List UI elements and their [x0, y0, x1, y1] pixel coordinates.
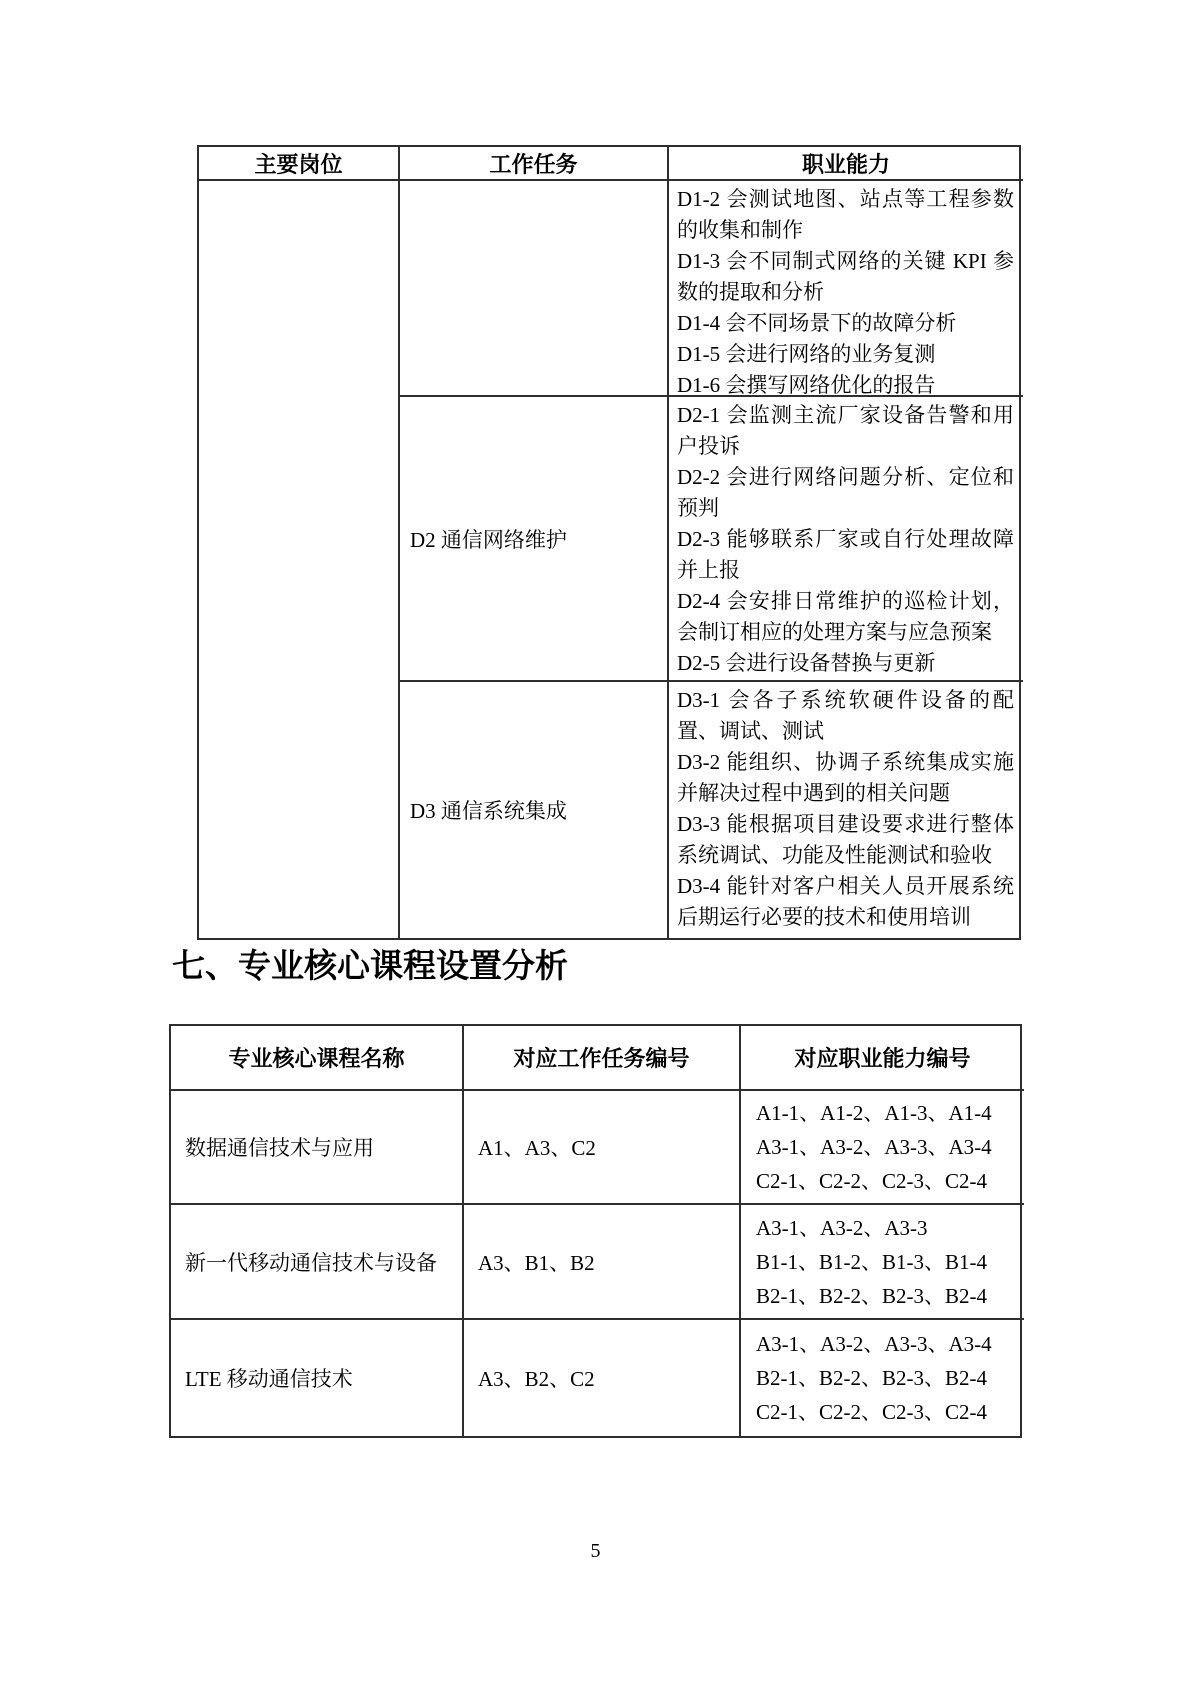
text-line: D2-1 会监测主流厂家设备告警和用户投诉: [677, 403, 1014, 458]
table1-position-merged-cell: [199, 179, 398, 938]
text-line: D1-2 会测试地图、站点等工程参数的收集和制作: [677, 187, 1014, 242]
table2-course-cell-2: 新一代移动通信技术与设备: [171, 1203, 462, 1318]
table2-taskcodes-cell-3: A3、B2、C2: [462, 1318, 739, 1436]
table1-abilities-cell-d1: [667, 179, 1023, 395]
text-line: D2-2 会进行网络问题分析、定位和预判: [677, 465, 1014, 520]
text-line: D1-4 会不同场景下的故障分析: [677, 311, 957, 335]
text-line: D2-5 会进行设备替换与更新: [677, 651, 936, 675]
text-line: D1-3 会不同制式网络的关键 KPI 参数的提取和分析: [677, 249, 1014, 304]
table2-course-cell-1: 数据通信技术与应用: [171, 1089, 462, 1203]
table2-abilitycodes-cell-2: [739, 1203, 1024, 1318]
table1-header-ability: 职业能力: [667, 147, 1023, 179]
table1-task-cell-d3: D3 通信系统集成: [398, 680, 667, 938]
text-line: D1-5 会进行网络的业务复测: [677, 342, 936, 366]
text-line: D3-2 能组织、协调子系统集成实施并解决过程中遇到的相关问题: [677, 750, 1014, 805]
table1-header-task: 工作任务: [398, 147, 667, 179]
section-heading: 七、专业核心课程设置分析: [172, 949, 568, 985]
jobs-tasks-abilities-table: [197, 145, 1021, 940]
table2-header-task-codes: 对应工作任务编号: [462, 1026, 739, 1089]
text-line: A1-1、A1-2、A1-3、A1-4: [756, 1101, 992, 1125]
text-line: B2-1、B2-2、B2-3、B2-4: [756, 1283, 987, 1308]
text-line: B2-1、B2-2、B2-3、B2-4: [756, 1366, 987, 1390]
text-line: D2-3 能够联系厂家或自行处理故障并上报: [677, 527, 1014, 582]
text-line: D3-1 会各子系统软硬件设备的配置、调试、测试: [677, 688, 1014, 743]
text-line: A3-1、A3-2、A3-3、A3-4: [756, 1135, 992, 1159]
text-line: D1-6 会撰写网络优化的报告: [677, 373, 936, 395]
core-courses-table: [169, 1024, 1022, 1438]
table2-header-course: 专业核心课程名称: [228, 1046, 405, 1071]
text-line: D2-4 会安排日常维护的巡检计划，会制订相应的处理方案与应急预案: [677, 589, 1014, 644]
text-line: C2-1、C2-2、C2-3、C2-4: [756, 1169, 987, 1193]
table1-task-cell-d2: D2 通信网络维护: [398, 395, 667, 680]
text-line: A3-1、A3-2、A3-3: [756, 1215, 928, 1240]
table2-header-ability-codes: 对应职业能力编号: [739, 1026, 1024, 1089]
text-line: A3-1、A3-2、A3-3、A3-4: [756, 1332, 992, 1356]
text-line: C2-1、C2-2、C2-3、C2-4: [756, 1400, 987, 1424]
text-line: D3-4 能针对客户相关人员开展系统后期运行必要的技术和使用培训: [677, 874, 1014, 929]
table1-abilities-cell-d2: [667, 395, 1023, 680]
table2-abilitycodes-cell-1: [739, 1089, 1024, 1203]
table2-taskcodes-cell-2: A3、B1、B2: [462, 1203, 739, 1318]
text-line: D3-3 能根据项目建设要求进行整体系统调试、功能及性能测试和验收: [677, 812, 1014, 867]
table1-header-position: 主要岗位: [254, 151, 343, 177]
table2-course-cell-3: LTE 移动通信技术: [171, 1318, 462, 1436]
table2-abilitycodes-cell-3: [739, 1318, 1024, 1436]
table1-task-cell-d1: [398, 179, 667, 395]
table1-abilities-cell-d3: [667, 680, 1023, 938]
text-line: B1-1、B1-2、B1-3、B1-4: [756, 1249, 987, 1274]
table2-taskcodes-cell-1: A1、A3、C2: [462, 1089, 739, 1203]
page-number: 5: [590, 1540, 601, 1562]
